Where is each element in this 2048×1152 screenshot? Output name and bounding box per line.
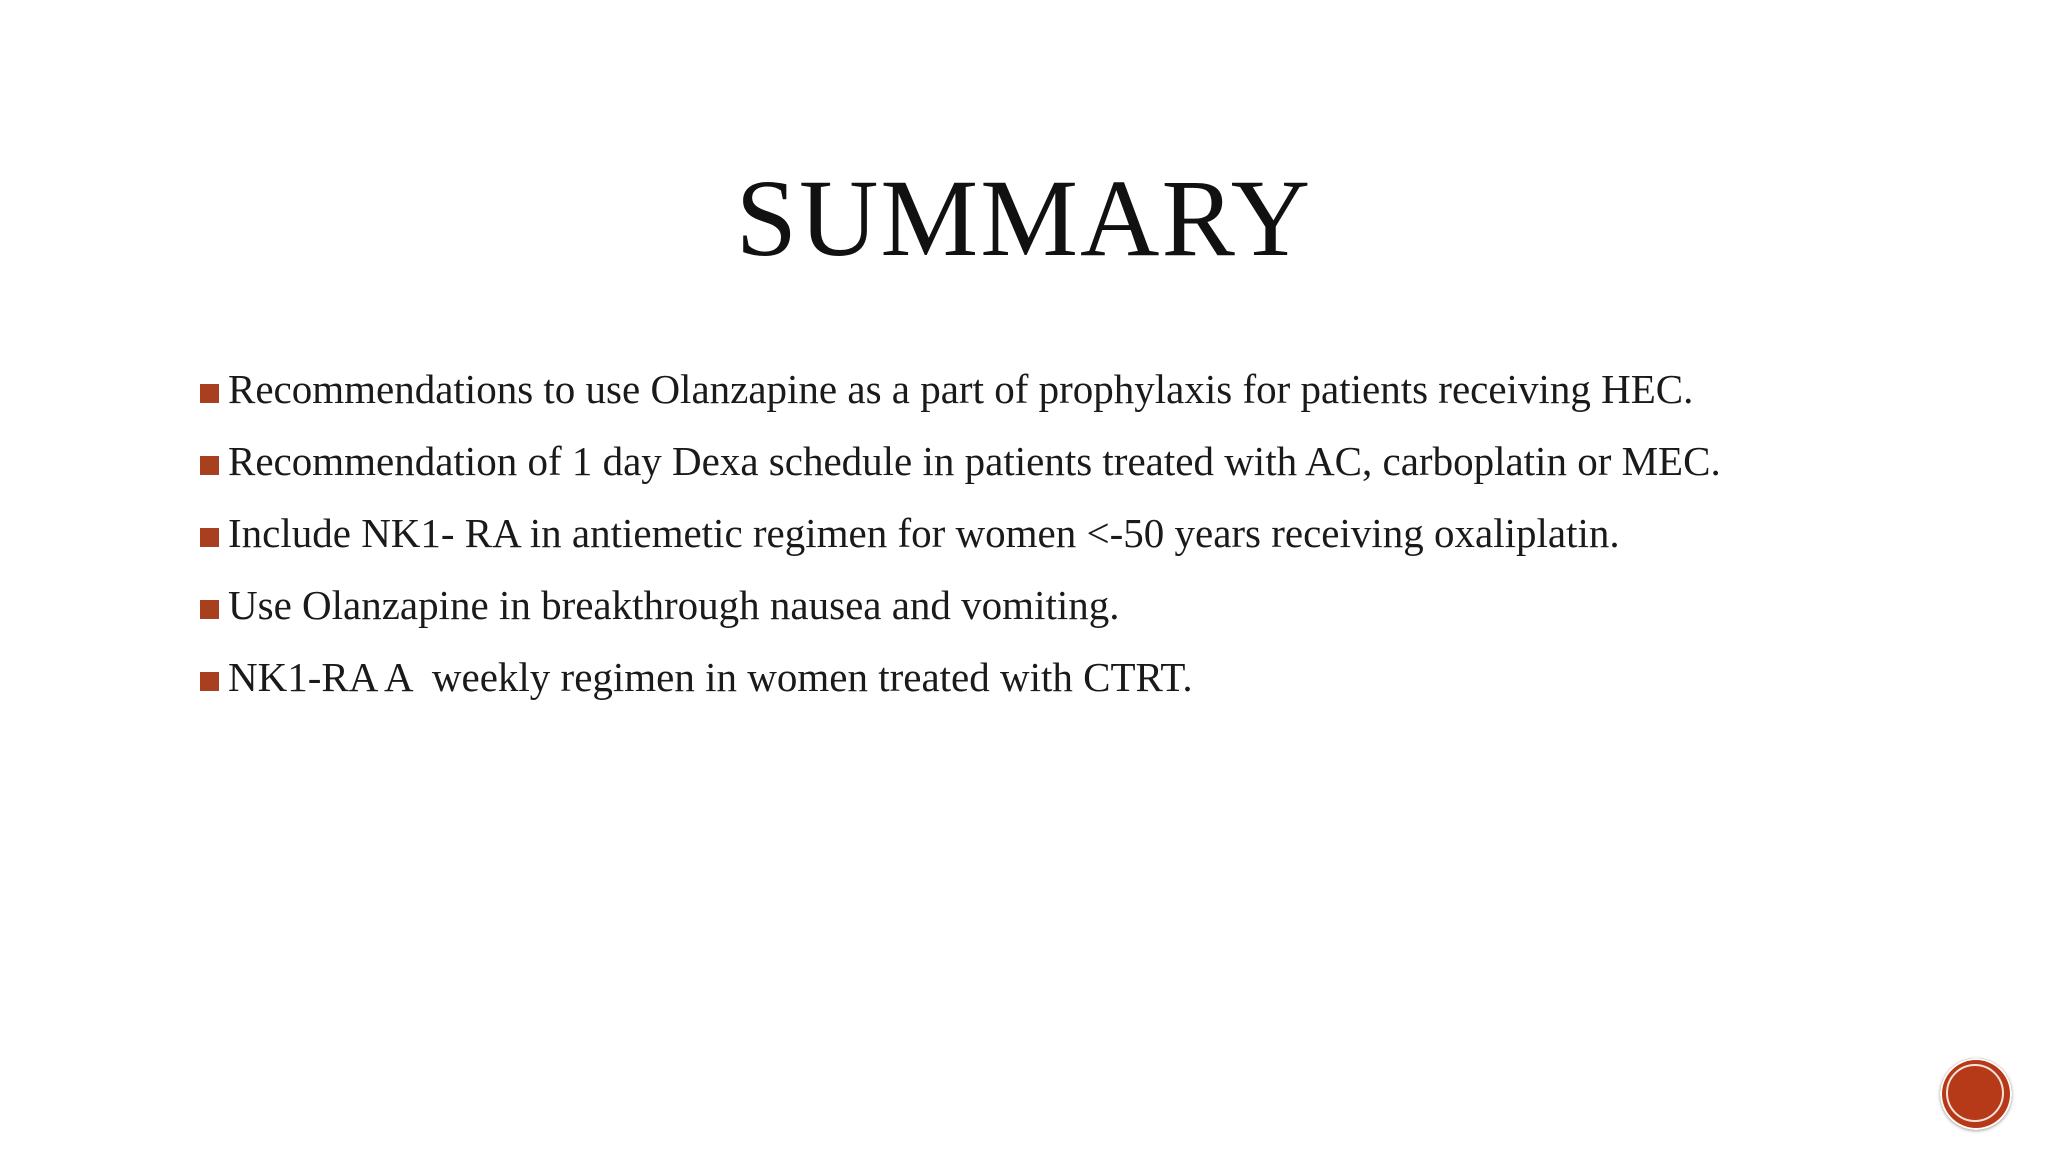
bullet-text: Recommendations to use Olanzapine as a part of prophylaxis for patients receiving HEC. <box>228 366 1694 412</box>
bullet-item-5 <box>200 654 1900 701</box>
bullet-text: Use Olanzapine in breakthrough nausea and vomiting. <box>228 582 1120 628</box>
bullet-list <box>200 366 1900 726</box>
square-bullet-icon <box>200 600 219 619</box>
bullet-item-1 <box>200 366 1900 413</box>
bullet-item-2 <box>200 438 1900 485</box>
badge-ring-icon <box>1946 1064 2004 1122</box>
slide-title: SUMMARY <box>735 157 1313 279</box>
bullet-item-4 <box>200 582 1900 629</box>
square-bullet-icon <box>200 456 219 475</box>
square-bullet-icon <box>200 672 219 691</box>
square-bullet-icon <box>200 528 219 547</box>
bullet-text: Include NK1- RA in antiemetic regimen for women <-50 years receiving oxaliplatin. <box>228 510 1620 556</box>
bullet-item-3 <box>200 510 1900 557</box>
square-bullet-icon <box>200 384 219 403</box>
bullet-text: Recommendation of 1 day Dexa schedule in patients treated with AC, carboplatin or MEC. <box>228 438 1721 484</box>
slide-number-badge <box>1940 1058 2012 1130</box>
bullet-text: NK1-RA A weekly regimen in women treated with CTRT. <box>228 654 1193 700</box>
